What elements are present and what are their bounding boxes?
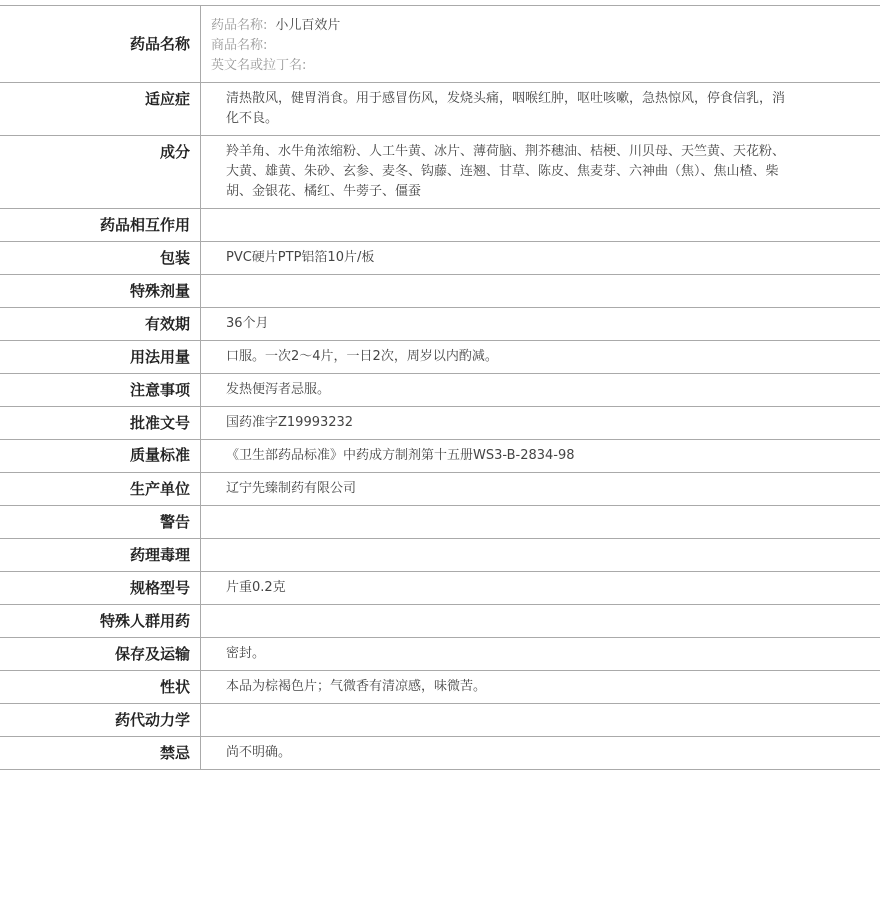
row-approval-number [0, 407, 880, 440]
row-warning [0, 506, 880, 539]
row-label: 保存及运输 [0, 638, 201, 671]
row-value: 清热散风，健胃消食。用于感冒伤风，发烧头痛，咽喉红肿，呕吐咳嗽，急热惊风，停食信乳，消化不良。 [201, 83, 880, 136]
row-contraindications [0, 737, 880, 770]
row-label: 注意事项 [0, 374, 201, 407]
name-values [201, 6, 880, 83]
row-label: 成分 [0, 136, 201, 209]
row-value: 本品为棕褐色片；气微香有清凉感，味微苦。 [201, 671, 880, 704]
row-label: 适应症 [0, 83, 201, 136]
row-value: 尚不明确。 [201, 737, 880, 770]
row-label: 性状 [0, 671, 201, 704]
row-storage-transport [0, 638, 880, 671]
row-value: 密封。 [201, 638, 880, 671]
row-pharmacokinetics [0, 704, 880, 737]
row-value [201, 539, 880, 572]
row-usage-dosage [0, 341, 880, 374]
row-label: 有效期 [0, 308, 201, 341]
row-label: 药代动力学 [0, 704, 201, 737]
row-label: 药品名称 [0, 6, 201, 83]
row-value: 国药准字Z19993232 [201, 407, 880, 440]
trade-name-line [211, 36, 880, 56]
row-indications [0, 83, 880, 136]
row-packaging [0, 242, 880, 275]
row-manufacturer [0, 473, 880, 506]
row-special-populations [0, 605, 880, 638]
row-label: 药品相互作用 [0, 209, 201, 242]
row-value: 羚羊角、水牛角浓缩粉、人工牛黄、冰片、薄荷脑、荆芥穗油、桔梗、川贝母、天竺黄、天花粉、大黄、雄黄、朱砂、玄参、麦冬、钩藤、连翘、甘草、陈皮、焦麦芽、六神曲（焦）、焦山楂、柴胡、金银花、橘红、牛蒡子、僵蚕 [201, 136, 880, 209]
row-value: 片重0.2克 [201, 572, 880, 605]
row-value: 辽宁先臻制药有限公司 [201, 473, 880, 506]
row-ingredients [0, 136, 880, 209]
row-value [201, 506, 880, 539]
row-label: 药理毒理 [0, 539, 201, 572]
row-interactions [0, 209, 880, 242]
generic-name-line [211, 16, 880, 36]
row-shelf-life [0, 308, 880, 341]
english-name-key: 英文名或拉丁名: [211, 58, 307, 73]
english-name-line [211, 56, 880, 76]
row-value [201, 704, 880, 737]
row-label: 批准文号 [0, 407, 201, 440]
row-label: 特殊人群用药 [0, 605, 201, 638]
row-label: 质量标准 [0, 440, 201, 473]
row-drug-name [0, 6, 880, 83]
row-value: 口服。一次2～4片，一日2次，周岁以内酌减。 [201, 341, 880, 374]
row-pharmacology-toxicology [0, 539, 880, 572]
row-label: 包装 [0, 242, 201, 275]
drug-spec-table [0, 5, 880, 770]
row-label: 用法用量 [0, 341, 201, 374]
row-label: 规格型号 [0, 572, 201, 605]
row-value [201, 605, 880, 638]
row-value [201, 275, 880, 308]
row-value [201, 209, 880, 242]
trade-name-key: 商品名称: [211, 38, 268, 53]
row-value: PVC硬片PTP铝箔10片/板 [201, 242, 880, 275]
row-value: 36个月 [201, 308, 880, 341]
row-specification [0, 572, 880, 605]
generic-name-value: 小儿百效片 [275, 18, 341, 33]
row-label: 禁忌 [0, 737, 201, 770]
row-value: 发热便泻者忌服。 [201, 374, 880, 407]
row-quality-standard [0, 440, 880, 473]
row-label: 生产单位 [0, 473, 201, 506]
row-label: 警告 [0, 506, 201, 539]
row-precautions [0, 374, 880, 407]
row-value: 《卫生部药品标准》中药成方制剂第十五册WS3-B-2834-98 [201, 440, 880, 473]
row-label: 特殊剂量 [0, 275, 201, 308]
row-description [0, 671, 880, 704]
row-special-dosage [0, 275, 880, 308]
generic-name-key: 药品名称: [211, 18, 268, 33]
